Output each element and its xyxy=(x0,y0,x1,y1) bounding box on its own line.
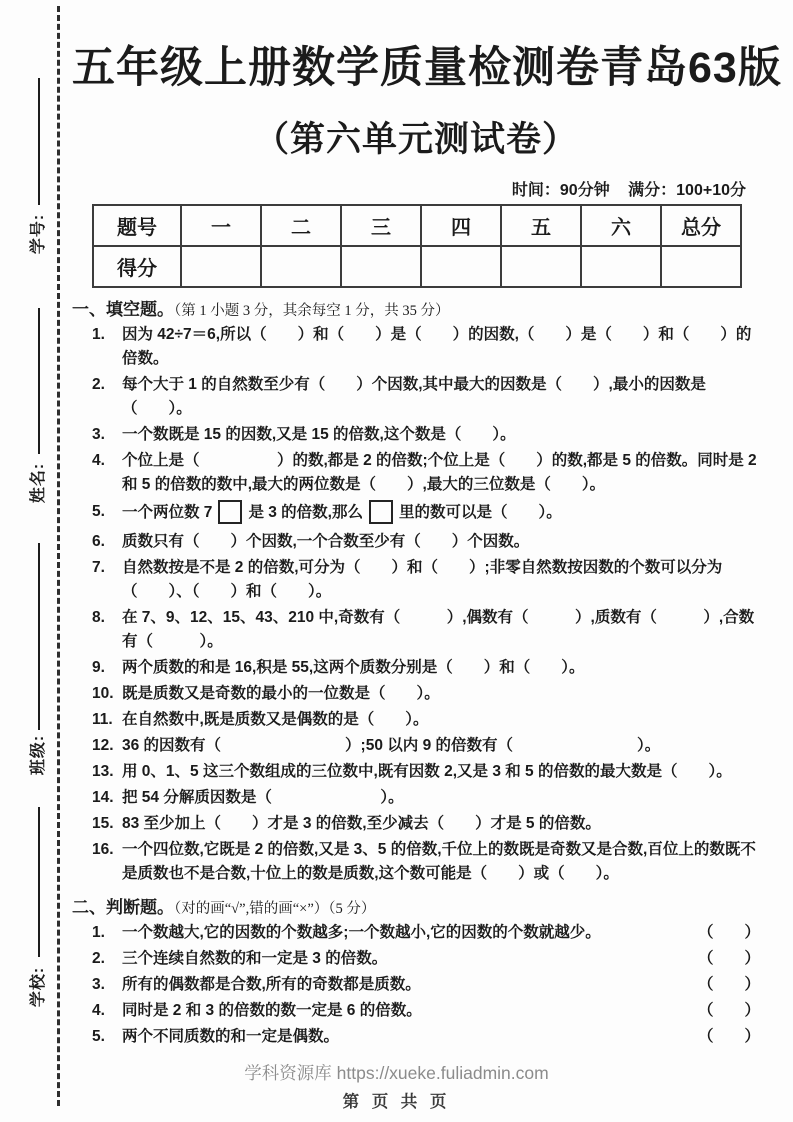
score-table xyxy=(92,204,742,288)
score-cell-empty xyxy=(501,246,581,287)
tf-question-2: 2. 三个连续自然数的和一定是 3 的倍数。 （ ） xyxy=(92,947,760,971)
question-1: 1. 因为 42÷7＝6,所以（ ）和（ ）是（ ）的因数,（ ）是（ ）和（ ）的倍数。 xyxy=(92,326,752,367)
question-16: 16. 一个四位数,它既是 2 的倍数,又是 3、5 的倍数,千位上的数既是奇数又是合数,百位上的数既不是质数也不是合数,十位上的数是质数,这个数可能是（ ）或（ ）。 xyxy=(92,841,756,882)
question-3: 3. 一个数既是 15 的因数,又是 15 的倍数,这个数是（ ）。 xyxy=(92,426,516,443)
name-label: 姓名: xyxy=(30,462,47,504)
source-watermark: 学科资源库 https://xueke.fuliadmin.com xyxy=(244,1063,549,1083)
answer-blank: （ ） xyxy=(697,976,760,993)
question-14: 14. 把 54 分解质因数是（ ）。 xyxy=(92,789,404,806)
student-id-label: 学号: xyxy=(30,213,47,255)
answer-blank: （ ） xyxy=(697,1002,760,1019)
exam-meta xyxy=(72,177,760,200)
page-number: 第 页 共 页 xyxy=(342,1093,451,1111)
score-col-header: 题号 xyxy=(93,205,181,246)
score-cell-empty xyxy=(341,246,421,287)
blank-box xyxy=(369,500,393,524)
section-2-title: 二、判断题。 xyxy=(72,898,174,917)
score-cell-empty xyxy=(261,246,341,287)
page-title: 五年级上册数学质量检测卷青岛63版 xyxy=(72,44,782,92)
section-2-note: （对的画“√”,错的画“×”）（5 分） xyxy=(174,901,376,917)
blank-box xyxy=(218,500,242,524)
score-col-header: 一 xyxy=(181,205,261,246)
time-limit: 时间：90分钟 xyxy=(511,182,610,199)
answer-blank: （ ） xyxy=(697,1028,760,1045)
exam-content xyxy=(72,0,782,1051)
tf-question-3: 3. 所有的偶数都是合数,所有的奇数都是质数。 （ ） xyxy=(92,973,760,997)
school-label: 学校: xyxy=(30,966,47,1008)
score-row-label: 得分 xyxy=(93,246,181,287)
section-1-note: （第 1 小题 3 分，其余每空 1 分，共 35 分） xyxy=(174,303,450,319)
question-8: 8. 在 7、9、12、15、43、210 中,奇数有（ ）,偶数有（ ）,质数有（ ）,合数有（ ）。 xyxy=(92,609,755,650)
page-subtitle: （第六单元测试卷） xyxy=(253,120,578,159)
score-cell-empty xyxy=(581,246,661,287)
name-write-line xyxy=(38,308,40,454)
question-6: 6. 质数只有（ ）个因数,一个合数至少有（ ）个因数。 xyxy=(92,533,530,550)
tf-question-4: 4. 同时是 2 和 3 的倍数的数一定是 6 的倍数。 （ ） xyxy=(92,999,760,1023)
question-2: 2. 每个大于 1 的自然数至少有（ ）个因数,其中最大的因数是（ ）,最小的因数是（ ）。 xyxy=(92,376,706,417)
question-9: 9. 两个质数的和是 16,积是 55,这两个质数分别是（ ）和（ ）。 xyxy=(92,659,585,676)
school-write-line xyxy=(38,807,40,957)
question-10: 10. 既是质数又是奇数的最小的一位数是（ ）。 xyxy=(92,685,440,702)
section-1-title: 一、填空题。 xyxy=(72,300,174,319)
question-13: 13. 用 0、1、5 这三个数组成的三位数中,既有因数 2,又是 3 和 5 的倍数的最大数是（ ）。 xyxy=(92,763,732,780)
score-cell-empty xyxy=(421,246,501,287)
score-col-header: 六 xyxy=(581,205,661,246)
score-col-header: 三 xyxy=(341,205,421,246)
binding-dashed-line xyxy=(57,6,60,1106)
question-15: 15. 83 至少加上（ ）才是 3 的倍数,至少减去（ ）才是 5 的倍数。 xyxy=(92,815,601,832)
section-2-heading xyxy=(72,896,760,921)
question-12: 12. 36 的因数有（ ）;50 以内 9 的倍数有（ ）。 xyxy=(92,737,661,754)
tf-question-1: 1. 一个数越大,它的因数的个数越多;一个数越小,它的因数的个数就越少。 （ ） xyxy=(92,921,760,945)
score-col-header: 总分 xyxy=(661,205,741,246)
class-write-line xyxy=(38,543,40,730)
score-cell-empty xyxy=(661,246,741,287)
class-label: 班级: xyxy=(30,734,47,776)
score-col-header: 四 xyxy=(421,205,501,246)
score-col-header: 二 xyxy=(261,205,341,246)
score-col-header: 五 xyxy=(501,205,581,246)
student-id-write-line xyxy=(38,78,40,205)
question-7: 7. 自然数按是不是 2 的倍数,可分为（ ）和（ ）;非零自然数按因数的个数可以分为（ ）、（ ）和（ ）。 xyxy=(92,559,723,600)
question-4: 4. 个位上是（ ）的数,都是 2 的倍数;个位上是（ ）的数,都是 5 的倍数。同时是 2 和 5 的倍数的数中,最大的两位数是（ ）,最大的三位数是（ ）。 xyxy=(92,452,757,493)
tf-question-5: 5. 两个不同质数的和一定是偶数。 （ ） xyxy=(92,1025,760,1049)
score-table-header-row xyxy=(93,205,741,246)
score-table-score-row xyxy=(93,246,741,287)
question-5: 5. 一个两位数 7 是 3 的倍数,那么 里的数可以是（ ）。 xyxy=(92,500,760,525)
section-1-heading xyxy=(72,298,760,323)
question-11: 11. 在自然数中,既是质数又是偶数的是（ ）。 xyxy=(92,711,429,728)
score-cell-empty xyxy=(181,246,261,287)
answer-blank: （ ） xyxy=(697,924,760,941)
answer-blank: （ ） xyxy=(697,950,760,967)
full-score: 满分：100+10分 xyxy=(628,182,746,199)
